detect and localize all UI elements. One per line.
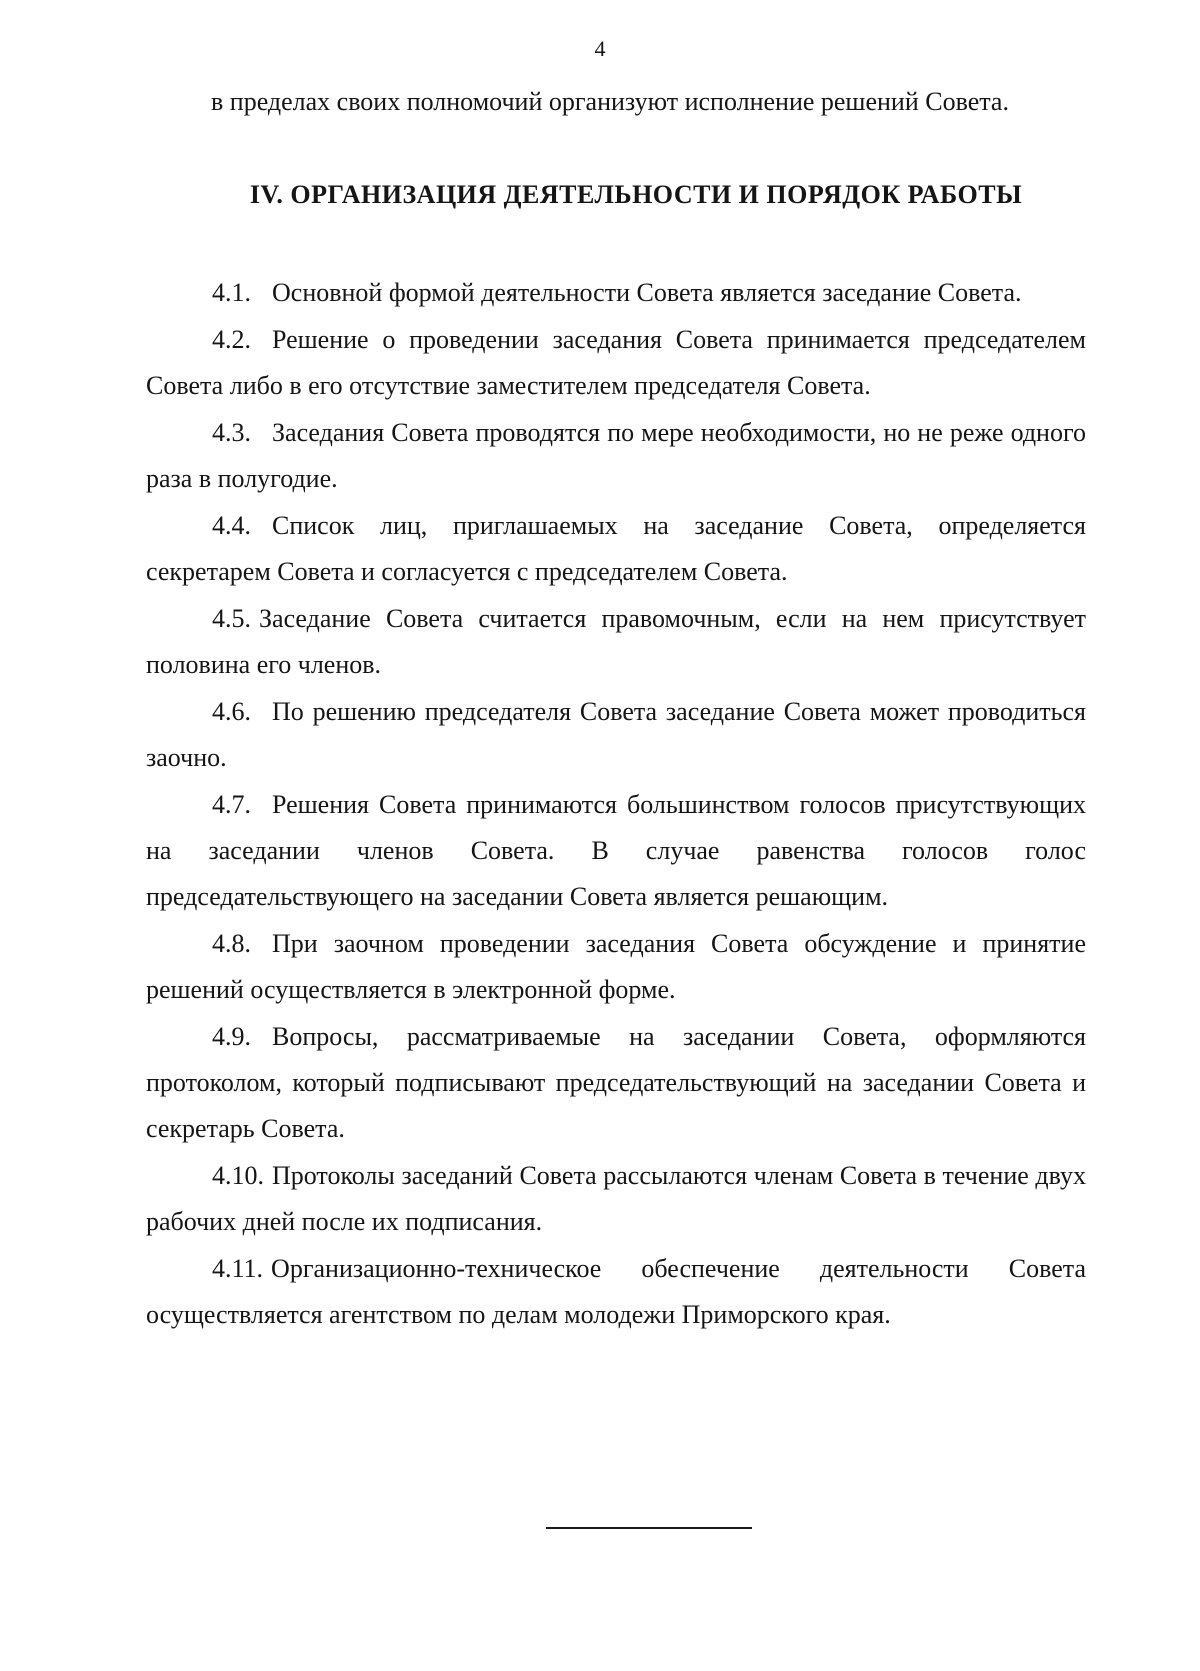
clause-4-5 — [146, 596, 1086, 688]
clause-4-11 — [146, 1246, 1086, 1338]
clause-4-2 — [146, 317, 1086, 409]
clause-number: 4.10. — [212, 1161, 264, 1190]
clause-number: 4.6. — [212, 697, 251, 726]
clause-text: Основной формой деятельности Совета является заседание Совета. — [272, 278, 1022, 307]
clause-text: Список лиц, приглашаемых на заседание Совета, определяется секретарем Совета и согласуется с председателем Совета. — [146, 511, 1086, 586]
clause-number: 4.3. — [212, 418, 251, 447]
clause-text: При заочном проведении заседания Совета обсуждение и принятие решений осуществляется в электронной форме. — [146, 929, 1086, 1004]
section-title: IV. ОРГАНИЗАЦИЯ ДЕЯТЕЛЬНОСТИ И ПОРЯДОК РАБОТЫ — [249, 180, 1023, 209]
clause-4-7 — [146, 782, 1086, 920]
end-of-document-rule — [546, 1527, 752, 1529]
clause-number: 4.8. — [212, 929, 251, 958]
clause-number: 4.1. — [212, 278, 251, 307]
clause-4-3 — [146, 410, 1086, 502]
continuation-paragraph: в пределах своих полномочий организуют исполнение решений Совета. — [211, 87, 1009, 116]
clause-text: Протоколы заседаний Совета рассылаются членам Совета в течение двух рабочих дней после их подписания. — [146, 1161, 1086, 1236]
clause-number: 4.7. — [212, 790, 251, 819]
clause-4-9 — [146, 1014, 1086, 1152]
clause-4-6 — [146, 689, 1086, 781]
clause-number: 4.4. — [212, 511, 251, 540]
clause-4-10 — [146, 1153, 1086, 1245]
clause-4-8 — [146, 921, 1086, 1013]
page-number: 4 — [594, 36, 606, 61]
clause-number: 4.2. — [212, 325, 251, 354]
clause-text: Заседание Совета считается правомочным, если на нем присутствует половина его членов. — [146, 604, 1086, 679]
clause-text: Вопросы, рассматриваемые на заседании Совета, оформляются протоколом, который подписывают председательствующий на заседании Совета и секретарь Совета. — [146, 1022, 1086, 1143]
clause-number: 4.5. — [212, 604, 251, 633]
clause-list — [146, 270, 1086, 1338]
clause-text: Решения Совета принимаются большинством голосов присутствующих на заседании членов Совета. В случае равенства голосов голос председательствующего на заседании Совета является решающим. — [146, 790, 1086, 911]
clause-text: Организационно-техническое обеспечение деятельности Совета осуществляется агентством по делам молодежи Приморского края. — [146, 1254, 1086, 1329]
clause-4-1 — [146, 270, 1086, 316]
clause-text: По решению председателя Совета заседание Совета может проводиться заочно. — [146, 697, 1086, 772]
clause-number: 4.9. — [212, 1022, 251, 1051]
clause-number: 4.11. — [212, 1254, 264, 1283]
clause-text: Заседания Совета проводятся по мере необходимости, но не реже одного раза в полугодие. — [146, 418, 1086, 493]
clause-text: Решение о проведении заседания Совета принимается председателем Совета либо в его отсутствие заместителем председателя Совета. — [146, 325, 1086, 400]
clause-4-4 — [146, 503, 1086, 595]
